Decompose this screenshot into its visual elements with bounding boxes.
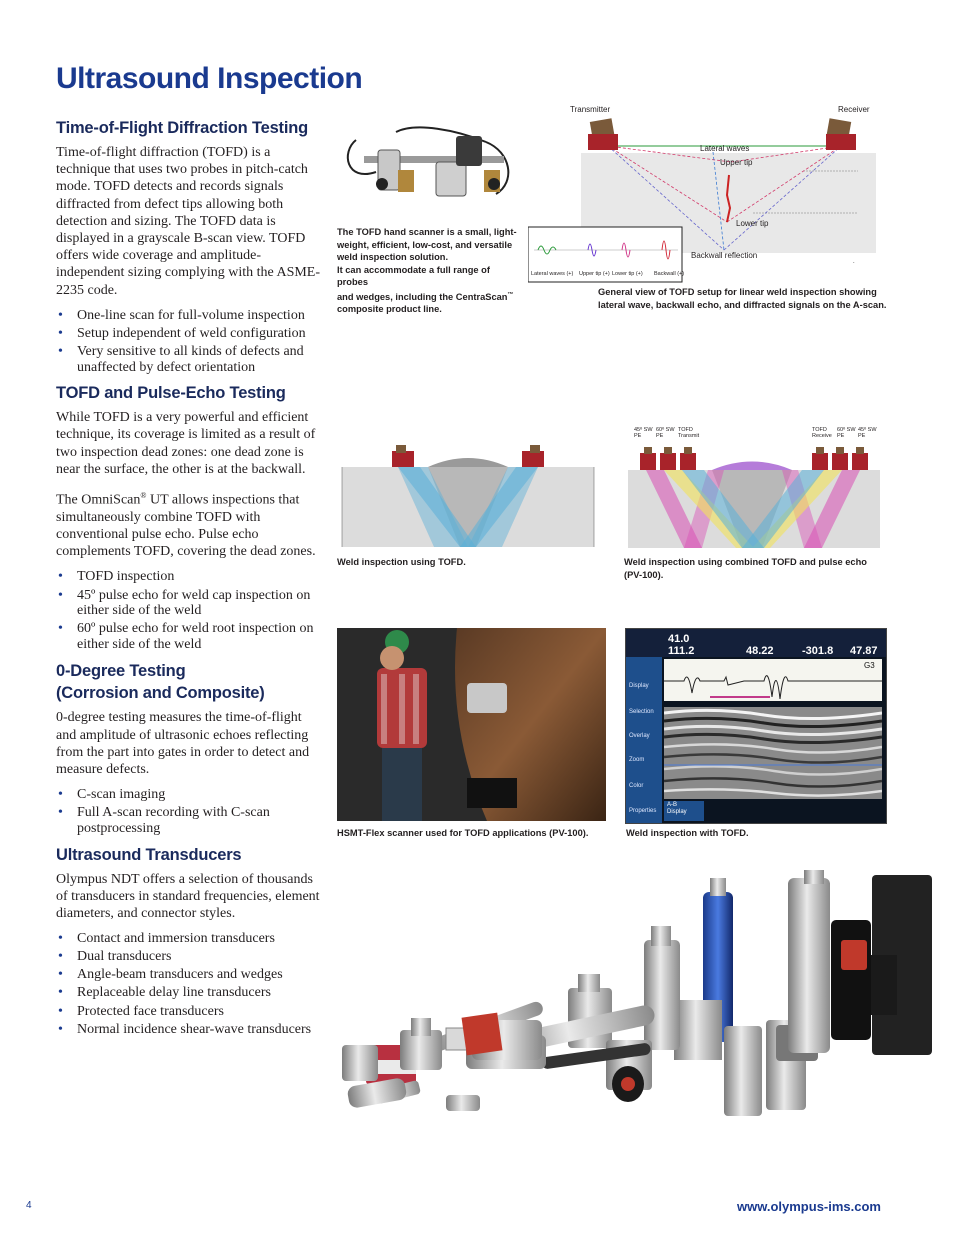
caption-line: weld inspection solution. — [337, 252, 449, 262]
heading-line: (Corrosion and Composite) — [56, 684, 265, 703]
text-span: The OmniScan — [56, 492, 141, 508]
caption-line — [337, 289, 522, 304]
bottom-tab-sub: Display — [667, 809, 687, 815]
menu-item-zoom[interactable]: Zoom — [629, 757, 645, 763]
menu-item-overlay[interactable]: Overlay — [629, 733, 650, 739]
list-item: • Setup independent of weld configuration — [56, 326, 321, 342]
caption-line: The TOFD hand scanner is a small, light- — [337, 227, 517, 237]
probe-label-line: 60º SW — [656, 427, 675, 433]
omniscan-screen — [625, 628, 887, 824]
caption-line: It can accommodate a full range of probes — [337, 264, 490, 287]
section-body-tofd: Time-of-flight diffraction (TOFD) is a technique that uses two probes in pitch-catch mode. TOFD detects and records signals diffracted from defect tips allowing both detection and sizing. The TOFD data is displayed in a grayscale B-scan view. TOFD offers wide coverage and amplitude-independent sizing complying with the ASME-2235 code. — [56, 145, 321, 298]
probe-label-line: PE — [837, 433, 845, 439]
page-number: 4 — [26, 1200, 32, 1211]
section-heading-tofd-pe: TOFD and Pulse-Echo Testing — [56, 384, 286, 403]
list-item: • Contact and immersion transducers — [56, 931, 321, 947]
caption-text: and wedges, including the CentraScan — [337, 291, 508, 302]
ascan-label: Backwall (+) — [654, 271, 685, 277]
ascan-label: Upper tip (+) — [579, 271, 610, 277]
side-menu — [626, 657, 662, 823]
list-item: • One-line scan for full-volume inspection — [56, 308, 321, 324]
section-body-transducers: Olympus NDT offers a selection of thousands of transducers in standard frequencies, element diameters, and connector styles. — [56, 871, 320, 921]
list-item: • C-scan imaging — [56, 787, 321, 803]
probe-label-line: Receive — [812, 433, 832, 439]
bullet-list-transducers — [56, 931, 321, 1037]
list-item: • Normal incidence shear-wave transducers — [56, 1022, 321, 1038]
reading-value: 48.22 — [746, 645, 774, 657]
bottom-tab[interactable] — [664, 801, 704, 821]
upper-tip-label: Upper tip — [720, 158, 753, 167]
list-item: • Replaceable delay line transducers — [56, 985, 321, 1001]
reading-value: 41.0 — [668, 633, 690, 645]
list-item: • Protected face transducers — [56, 1004, 321, 1020]
tofd-setup-caption — [598, 286, 888, 311]
section-transducers — [56, 845, 321, 1038]
reading-value: 47.87 — [850, 645, 878, 657]
list-item: • Full A-scan recording with C-scan postprocessing — [56, 805, 321, 836]
caption-line: Weld inspection using combined TOFD and pulse echo — [624, 557, 867, 567]
omniscan-caption: Weld inspection with TOFD. — [626, 828, 749, 838]
menu-item-color[interactable]: Color — [629, 783, 644, 789]
weld-combined-svg — [624, 425, 884, 550]
list-item: • Angle-beam transducers and wedges — [56, 967, 321, 983]
registered-mark: ® — [140, 491, 147, 501]
caption-line: weight, efficient, low-cost, and versatile — [337, 239, 513, 250]
weld-tofd-caption: Weld inspection using TOFD. — [337, 557, 466, 567]
heading-line: 0-Degree Testing — [56, 662, 186, 681]
tofd-hand-scanner-photo — [336, 122, 526, 222]
receiver-label: Receiver — [838, 105, 870, 114]
ascan-label: Lower tip (+) — [612, 271, 643, 277]
text-span: UT allows inspections that simultaneously combine TOFD with conventional pulse echo. Pulse echo complements TOFD, covering the dead zones. — [56, 492, 316, 560]
section-body-tofd-pe-1: While TOFD is a very powerful and efficient technique, its coverage is limited as a result of two inspection dead zones: one dead zone is near the surface, the other is at the backwall. — [56, 410, 316, 477]
reading-value: 111.2 — [668, 645, 695, 657]
list-item: • 45º pulse echo for weld cap inspection on either side of the weld — [56, 588, 321, 619]
probe-label-line: PE — [858, 433, 866, 439]
probe-label — [678, 427, 699, 439]
left-text-column — [56, 118, 321, 1045]
probe-label-line: Transmit — [678, 433, 700, 439]
svg-text:.: . — [853, 259, 855, 265]
probe-label-line: TOFD — [812, 427, 827, 433]
caption-line: composite product line. — [337, 304, 442, 315]
menu-item-selection[interactable]: Selection — [629, 709, 654, 715]
probe-label — [634, 427, 653, 439]
reading-value: -301.8 — [802, 645, 834, 657]
probe-label — [812, 427, 832, 439]
section-zero-degree — [56, 660, 321, 836]
page-title: Ultrasound Inspection — [56, 62, 363, 95]
transmitter-label: Transmitter — [570, 105, 611, 114]
list-item: • 60º pulse echo for weld root inspection on either side of the weld — [56, 621, 321, 652]
bullet-list-tofd-pe — [56, 569, 321, 652]
section-body-tofd-pe-2 — [56, 487, 321, 560]
lateral-waves-label: Lateral waves — [700, 144, 750, 153]
gate-label: G3 — [864, 661, 875, 670]
a-scan-view — [664, 659, 882, 701]
hsmt-flex-scanner-photo — [337, 628, 606, 821]
probe-label — [858, 427, 877, 439]
backwall-reflection-label: Backwall reflection — [691, 251, 758, 260]
tofd-setup-diagram — [528, 100, 876, 310]
section-heading-zero-degree — [56, 660, 321, 704]
weld-combined-diagram — [624, 425, 884, 555]
list-item: • TOFD inspection — [56, 569, 321, 585]
website-link[interactable]: www.olympus-ims.com — [737, 1199, 881, 1214]
section-body-zero-degree: 0-degree testing measures the time-of-flight and amplitude of ultrasonic echoes reflecting from the part into gates in order to detect and measure defects. — [56, 710, 310, 778]
section-heading-transducers: Ultrasound Transducers — [56, 845, 242, 864]
list-item: • Dual transducers — [56, 949, 321, 965]
caption-line: General view of TOFD setup for linear weld inspection showing — [598, 287, 877, 297]
caption-line: (PV-100). — [624, 569, 664, 580]
probe-label-line: PE — [634, 433, 642, 439]
transducers-photo — [336, 870, 936, 1140]
probe-label-line: 45º SW — [858, 427, 877, 433]
probe-label-line: 45º SW — [634, 427, 653, 433]
menu-item-properties[interactable]: Properties — [629, 808, 657, 814]
weld-combined-caption — [624, 556, 884, 581]
hsmt-photo-caption: HSMT-Flex scanner used for TOFD applications (PV-100). — [337, 828, 589, 838]
section-tofd — [56, 118, 321, 375]
probe-label-line: TOFD — [678, 427, 693, 433]
menu-item-display[interactable]: Display — [629, 683, 649, 689]
list-item: • Very sensitive to all kinds of defects and unaffected by defect orientation — [56, 344, 321, 375]
lower-tip-label: Lower tip — [736, 219, 769, 228]
scanner-caption — [337, 226, 522, 316]
b-scan-view — [664, 707, 882, 799]
weld-tofd-diagram — [336, 435, 602, 550]
bullet-list-tofd — [56, 308, 321, 375]
probe-label-line: 60º SW — [837, 427, 856, 433]
probe-label — [656, 427, 675, 439]
section-heading-tofd: Time-of-Flight Diffraction Testing — [56, 119, 308, 137]
trademark-mark: ™ — [507, 291, 514, 298]
bullet-list-zero-degree — [56, 787, 321, 836]
section-tofd-pulse-echo — [56, 383, 321, 652]
bottom-tab-label: A-B — [667, 802, 678, 808]
ascan-label: Lateral waves (+) — [531, 271, 574, 277]
probe-label — [837, 427, 856, 439]
caption-line: lateral wave, backwall echo, and diffracted signals on the A-scan. — [598, 299, 887, 310]
probe-label-line: PE — [656, 433, 664, 439]
